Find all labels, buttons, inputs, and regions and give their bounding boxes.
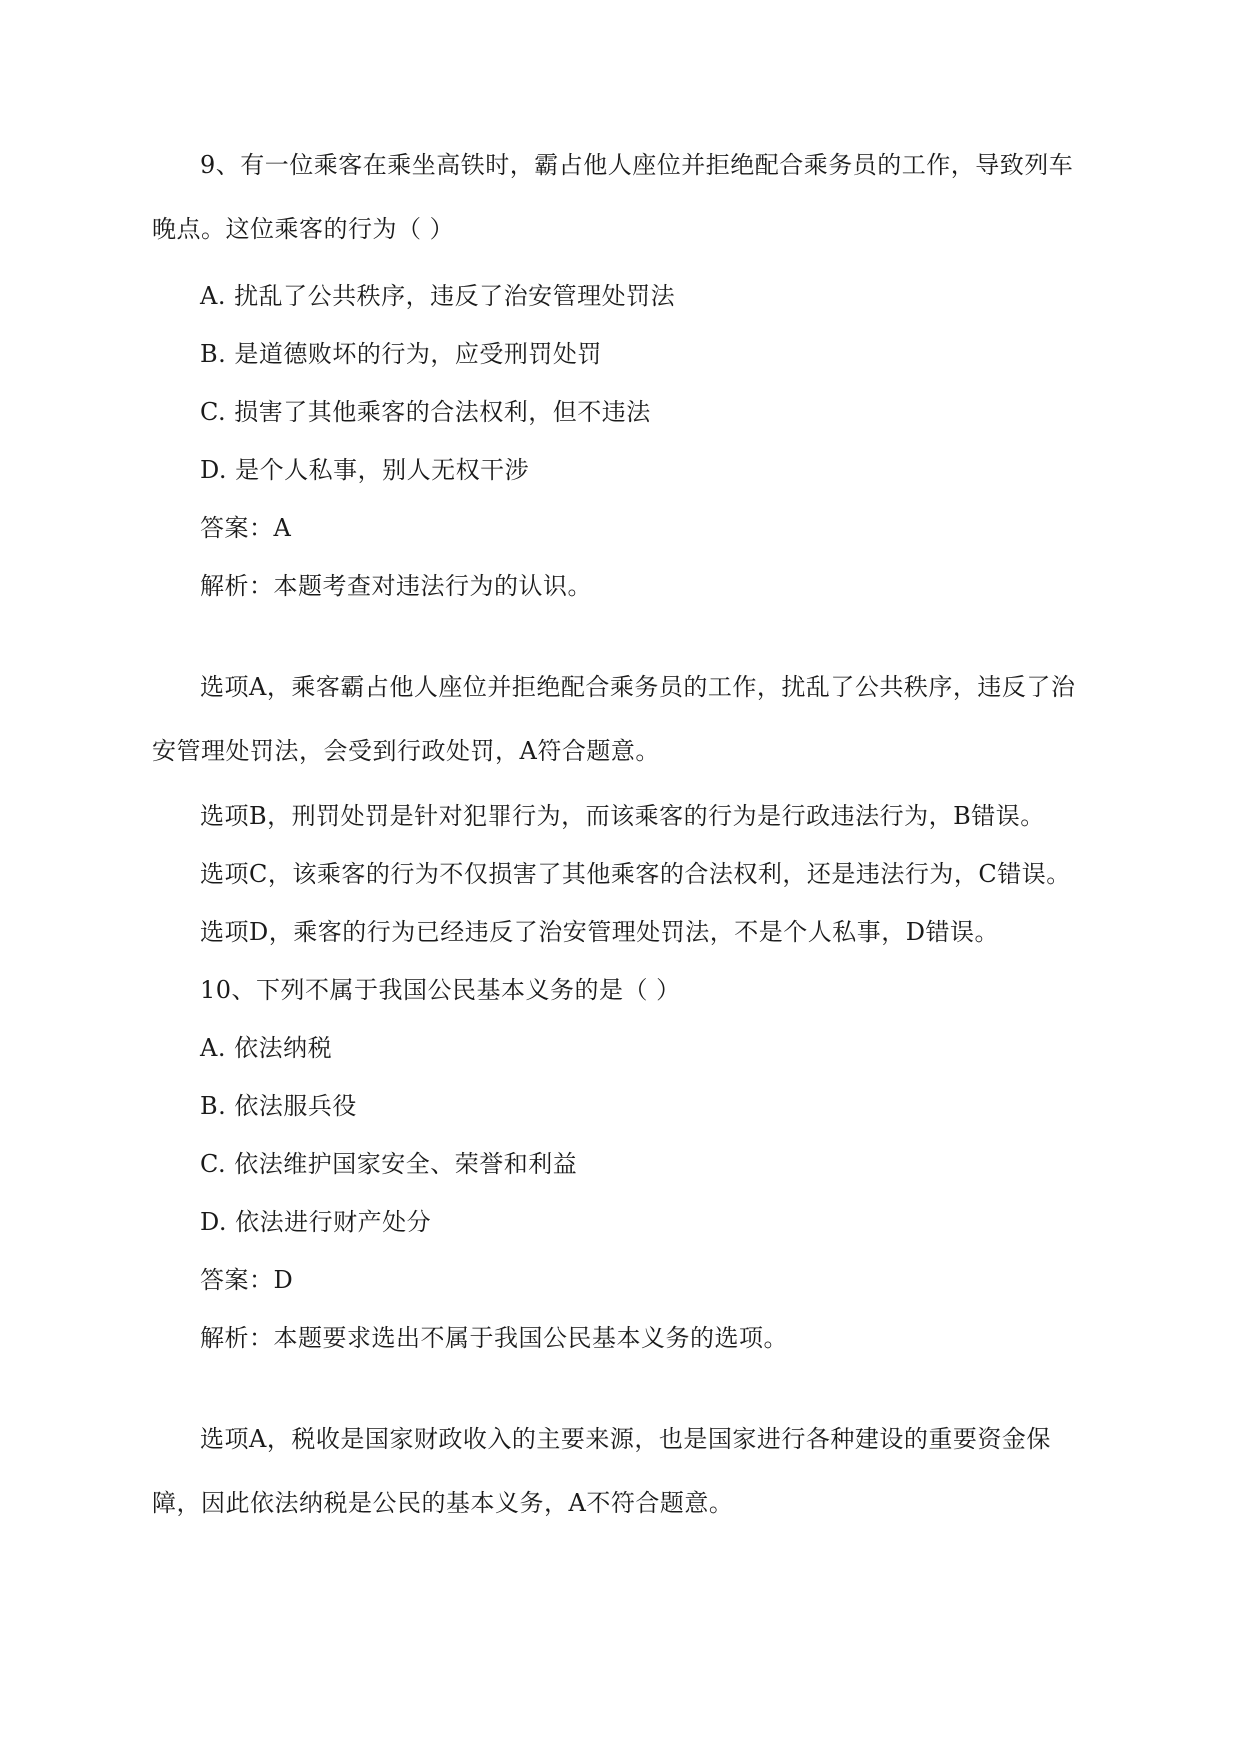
question-9-stem: 9、有一位乘客在乘坐高铁时，霸占他人座位并拒绝配合乘务员的工作，导致列车晚点。这位乘客的行为（ ） xyxy=(152,151,1074,243)
question-10-option-c: C. 依法维护国家安全、荣誉和利益 xyxy=(200,1150,578,1178)
question-10-explanation-a: 选项A，税收是国家财政收入的主要来源，也是国家进行各种建设的重要资金保障，因此依法纳税是公民的基本义务，A不符合题意。 xyxy=(152,1425,1051,1517)
question-9-analysis: 解析：本题考查对违法行为的认识。 xyxy=(200,572,592,600)
question-10-option-d: D. 依法进行财产处分 xyxy=(200,1208,432,1236)
question-9-explanation-a: 选项A，乘客霸占他人座位并拒绝配合乘务员的工作，扰乱了公共秩序，违反了治安管理处罚法，会受到行政处罚，A符合题意。 xyxy=(152,673,1076,765)
question-10-analysis: 解析：本题要求选出不属于我国公民基本义务的选项。 xyxy=(200,1324,788,1352)
question-9-option-c: C. 损害了其他乘客的合法权利，但不违法 xyxy=(200,398,651,426)
question-10-option-b: B. 依法服兵役 xyxy=(200,1092,357,1120)
question-9-explanation-b: 选项B，刑罚处罚是针对犯罪行为，而该乘客的行为是行政违法行为，B错误。 xyxy=(200,802,1045,830)
question-9-answer: 答案：A xyxy=(200,514,292,542)
question-9-option-b: B. 是道德败坏的行为，应受刑罚处罚 xyxy=(200,340,602,368)
question-9-option-a: A. 扰乱了公共秩序，违反了治安管理处罚法 xyxy=(200,282,676,310)
question-10-stem: 10、下列不属于我国公民基本义务的是（ ） xyxy=(200,976,681,1004)
question-9-option-d: D. 是个人私事，别人无权干涉 xyxy=(200,456,530,484)
question-10-option-a: A. 依法纳税 xyxy=(200,1034,333,1062)
question-9-explanation-d: 选项D，乘客的行为已经违反了治安管理处罚法，不是个人私事，D错误。 xyxy=(200,918,999,946)
question-9-explanation-c: 选项C，该乘客的行为不仅损害了其他乘客的合法权利，还是违法行为，C错误。 xyxy=(200,860,1071,888)
question-10-answer: 答案：D xyxy=(200,1266,294,1294)
